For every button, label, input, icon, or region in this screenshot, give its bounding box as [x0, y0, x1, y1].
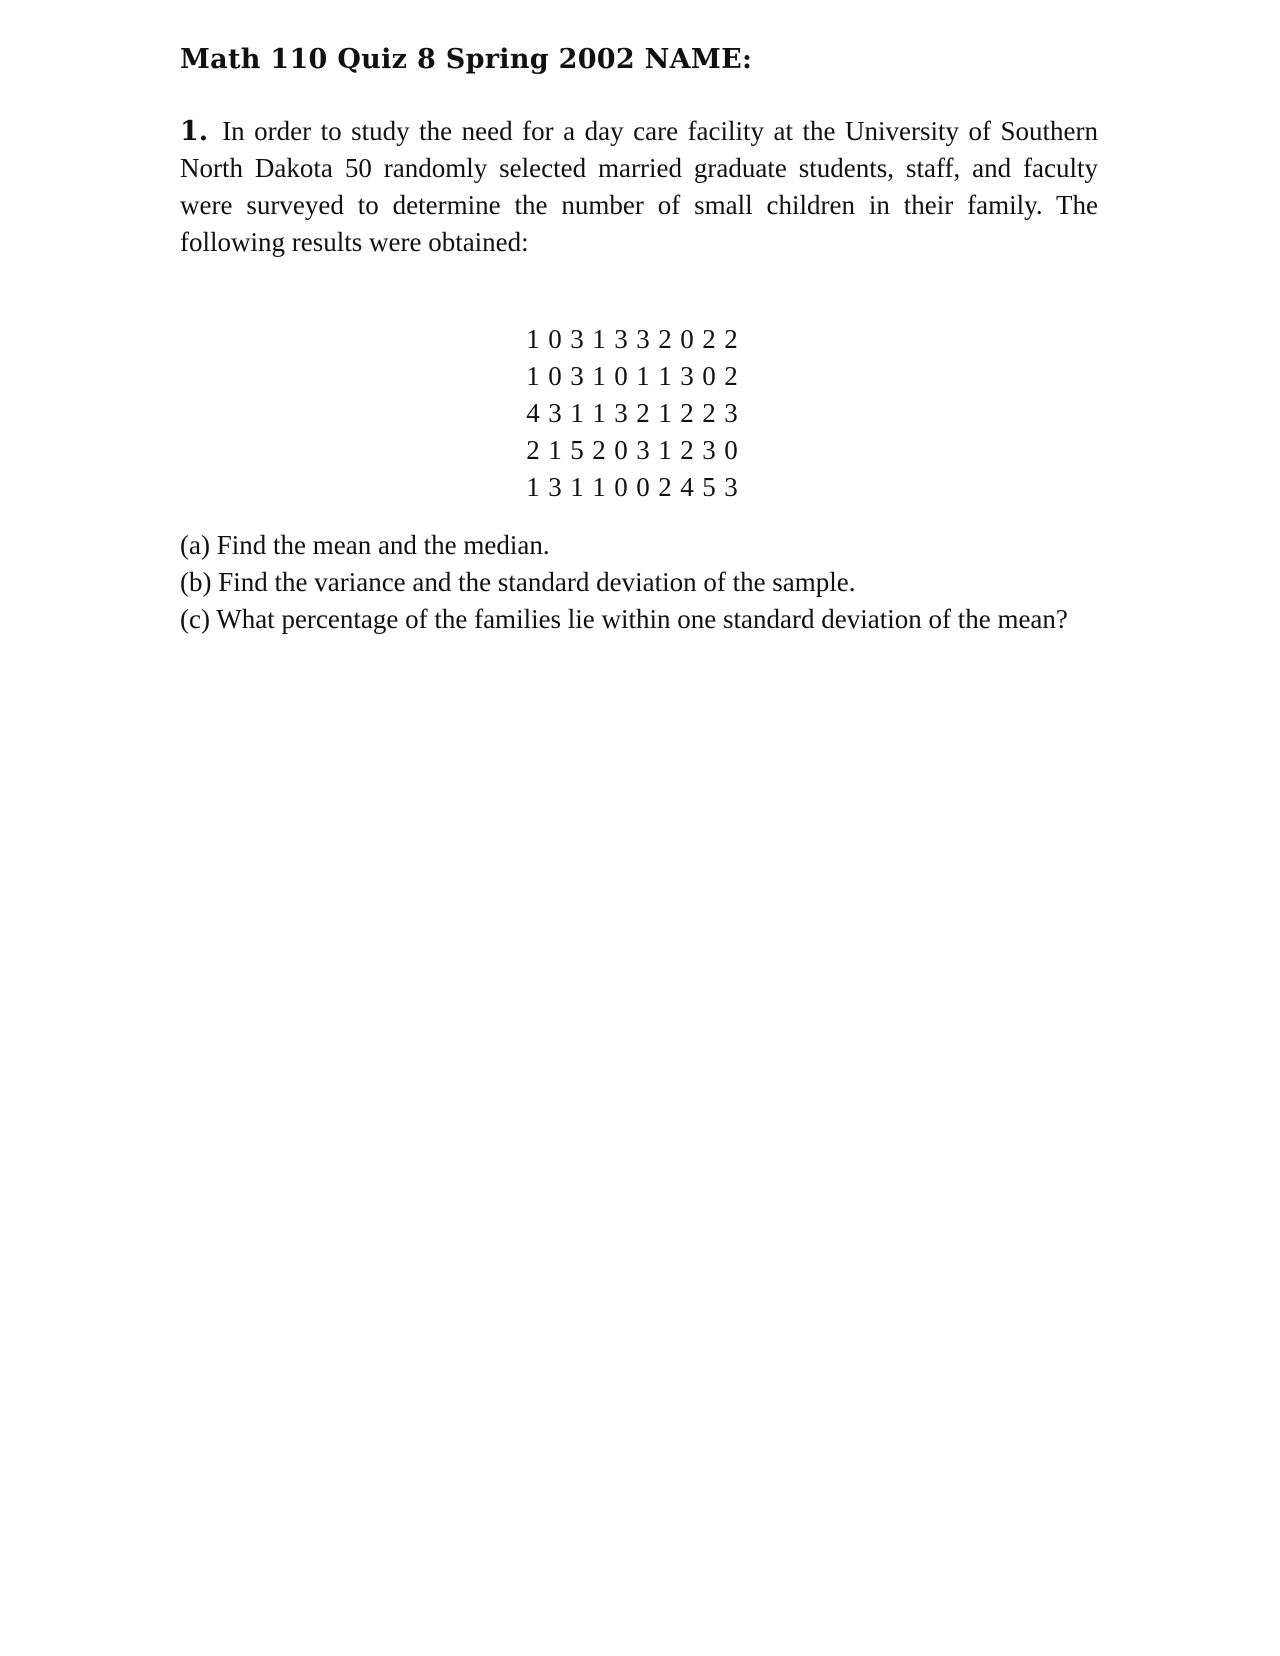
data-value: 1	[658, 435, 672, 465]
data-value: 2	[724, 324, 738, 354]
data-value: 0	[636, 472, 650, 502]
data-value: 4	[526, 398, 540, 428]
page-title: Math 110 Quiz 8 Spring 2002 NAME:	[180, 44, 753, 75]
data-value: 1	[570, 398, 584, 428]
data-value: 2	[680, 398, 694, 428]
part-b: (b) Find the variance and the standard deviation of the sample.	[180, 567, 856, 597]
data-value: 0	[614, 435, 628, 465]
data-value: 2	[702, 324, 716, 354]
data-value: 0	[614, 472, 628, 502]
data-value: 2	[658, 324, 672, 354]
data-row	[522, 321, 1098, 358]
data-value: 3	[570, 361, 584, 391]
data-row	[522, 395, 1098, 432]
data-value: 3	[614, 324, 628, 354]
data-value: 0	[702, 361, 716, 391]
data-value: 1	[592, 472, 606, 502]
data-value: 2	[702, 398, 716, 428]
data-value: 3	[702, 435, 716, 465]
data-value: 1	[526, 472, 540, 502]
data-value: 1	[592, 398, 606, 428]
data-value: 1	[636, 361, 650, 391]
data-value: 1	[658, 361, 672, 391]
data-value: 5	[702, 472, 716, 502]
data-value: 0	[614, 361, 628, 391]
data-value: 1	[548, 435, 562, 465]
data-row	[522, 358, 1098, 395]
data-table	[522, 321, 1098, 506]
data-value: 3	[724, 472, 738, 502]
data-value: 0	[724, 435, 738, 465]
data-value: 1	[526, 361, 540, 391]
data-value: 0	[548, 361, 562, 391]
question-parts	[180, 527, 1098, 638]
data-value: 2	[680, 435, 694, 465]
data-value: 2	[592, 435, 606, 465]
data-value: 3	[614, 398, 628, 428]
data-value: 0	[680, 324, 694, 354]
data-value: 4	[680, 472, 694, 502]
data-row	[522, 469, 1098, 506]
question-number: 1.	[180, 116, 209, 147]
question-1	[180, 113, 1098, 261]
data-value: 1	[592, 361, 606, 391]
part-a: (a) Find the mean and the median.	[180, 530, 550, 560]
data-value: 3	[570, 324, 584, 354]
data-value: 2	[724, 361, 738, 391]
data-value: 1	[526, 324, 540, 354]
data-value: 3	[724, 398, 738, 428]
data-value: 3	[548, 472, 562, 502]
part-c: (c) What percentage of the families lie within one standard deviation of the mean?	[180, 604, 1068, 634]
data-value: 2	[658, 472, 672, 502]
data-value: 1	[658, 398, 672, 428]
quiz-page	[180, 44, 1098, 638]
data-value: 1	[570, 472, 584, 502]
data-value: 2	[636, 398, 650, 428]
data-value: 3	[680, 361, 694, 391]
data-value: 2	[526, 435, 540, 465]
data-value: 5	[570, 435, 584, 465]
data-row	[522, 432, 1098, 469]
data-value: 3	[636, 324, 650, 354]
data-value: 3	[548, 398, 562, 428]
data-value: 3	[636, 435, 650, 465]
question-text: In order to study the need for a day care facility at the University of Southern North Dakota 50 randomly selected married graduate students, staff, and faculty were surveyed to determine the number of small children in their family. The following results were obtained:	[180, 116, 1098, 257]
data-value: 0	[548, 324, 562, 354]
data-value: 1	[592, 324, 606, 354]
